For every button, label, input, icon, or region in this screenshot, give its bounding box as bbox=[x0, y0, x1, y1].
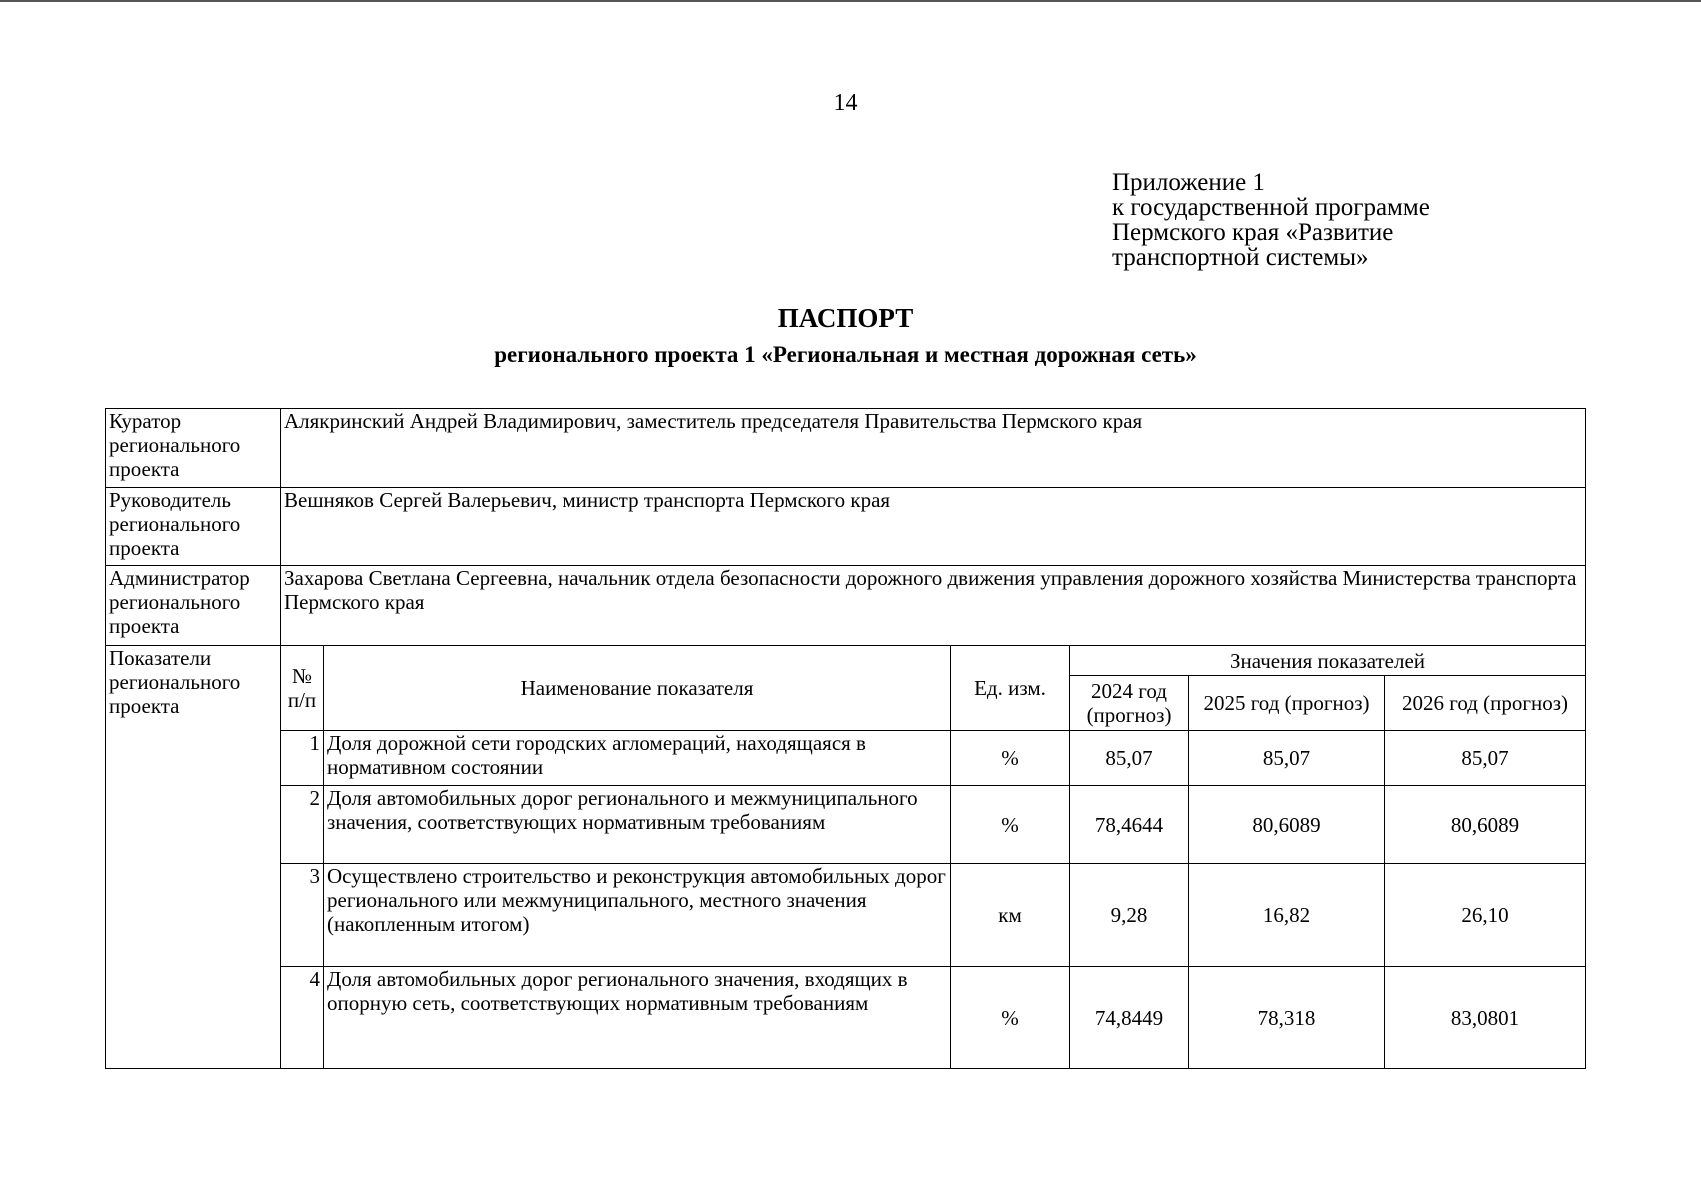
indicator-name: Осуществлено строительство и реконструкция автомобильных дорог регионального или межмуниципального, местного значения (накопленным итогом) bbox=[324, 864, 951, 967]
scan-top-edge bbox=[0, 0, 1701, 2]
indicator-row bbox=[106, 967, 1586, 1069]
indicator-value-2026: 26,10 bbox=[1385, 864, 1586, 967]
indicator-unit: % bbox=[951, 731, 1070, 786]
indicator-value-2024: 74,8449 bbox=[1070, 967, 1189, 1069]
header-values-group: Значения показателей bbox=[1070, 646, 1586, 676]
curator-value: Алякринский Андрей Владимирович, заместитель председателя Правительства Пермского края bbox=[281, 409, 1586, 488]
indicator-value-2025: 78,318 bbox=[1189, 967, 1385, 1069]
indicator-unit: % bbox=[951, 967, 1070, 1069]
indicators-label: Показатели регионального проекта bbox=[106, 646, 281, 1069]
header-name: Наименование показателя bbox=[324, 646, 951, 731]
document-subtitle: регионального проекта 1 «Региональная и местная дорожная сеть» bbox=[494, 342, 1197, 367]
document-title: ПАСПОРТ bbox=[777, 303, 914, 333]
header-num: № п/п bbox=[281, 646, 324, 731]
indicator-name: Доля автомобильных дорог регионального значения, входящих в опорную сеть, соответствующих нормативным требованиям bbox=[324, 967, 951, 1069]
indicator-num: 3 bbox=[281, 864, 324, 967]
header-unit: Ед. изм. bbox=[951, 646, 1070, 731]
indicator-num: 2 bbox=[281, 786, 324, 864]
appendix-line: Приложение 1 bbox=[1112, 169, 1265, 196]
appendix-line: к государственной программе bbox=[1112, 194, 1430, 221]
indicator-value-2025: 16,82 bbox=[1189, 864, 1385, 967]
appendix-line: транспортной системы» bbox=[1112, 244, 1369, 271]
curator-label: Куратор регионального проекта bbox=[106, 409, 281, 488]
indicator-value-2024: 85,07 bbox=[1070, 731, 1189, 786]
indicator-value-2026: 83,0801 bbox=[1385, 967, 1586, 1069]
indicator-value-2026: 85,07 bbox=[1385, 731, 1586, 786]
head-label: Руководитель регионального проекта bbox=[106, 488, 281, 566]
indicator-row bbox=[106, 864, 1586, 967]
indicator-num: 1 bbox=[281, 731, 324, 786]
administrator-row bbox=[106, 566, 1586, 646]
indicator-row bbox=[106, 786, 1586, 864]
head-value: Вешняков Сергей Валерьевич, министр транспорта Пермского края bbox=[281, 488, 1586, 566]
indicator-value-2025: 80,6089 bbox=[1189, 786, 1385, 864]
appendix-line: Пермского края «Развитие bbox=[1112, 219, 1394, 246]
indicator-num: 4 bbox=[281, 967, 324, 1069]
indicator-value-2025: 85,07 bbox=[1189, 731, 1385, 786]
page-number: 14 bbox=[833, 90, 858, 116]
indicator-unit: % bbox=[951, 786, 1070, 864]
head-row bbox=[106, 488, 1586, 566]
indicator-name: Доля автомобильных дорог регионального и межмуниципального значения, соответствующих нормативным требованиям bbox=[324, 786, 951, 864]
header-year-2024: 2024 год (прогноз) bbox=[1070, 676, 1189, 731]
appendix-note bbox=[1112, 170, 1430, 270]
curator-row bbox=[106, 409, 1586, 488]
indicator-row bbox=[106, 731, 1586, 786]
header-year-2026: 2026 год (прогноз) bbox=[1385, 676, 1586, 731]
indicator-value-2026: 80,6089 bbox=[1385, 786, 1586, 864]
indicator-value-2024: 78,4644 bbox=[1070, 786, 1189, 864]
header-year-2025: 2025 год (прогноз) bbox=[1189, 676, 1385, 731]
administrator-label: Администратор регионального проекта bbox=[106, 566, 281, 646]
indicators-header-row bbox=[106, 646, 1586, 676]
indicator-name: Доля дорожной сети городских агломераций, находящаяся в нормативном состоянии bbox=[324, 731, 951, 786]
administrator-value: Захарова Светлана Сергеевна, начальник отдела безопасности дорожного движения управления дорожного хозяйства Министерства транспорта Пермского края bbox=[281, 566, 1586, 646]
indicator-value-2024: 9,28 bbox=[1070, 864, 1189, 967]
indicator-unit: км bbox=[951, 864, 1070, 967]
passport-table bbox=[105, 408, 1586, 1069]
